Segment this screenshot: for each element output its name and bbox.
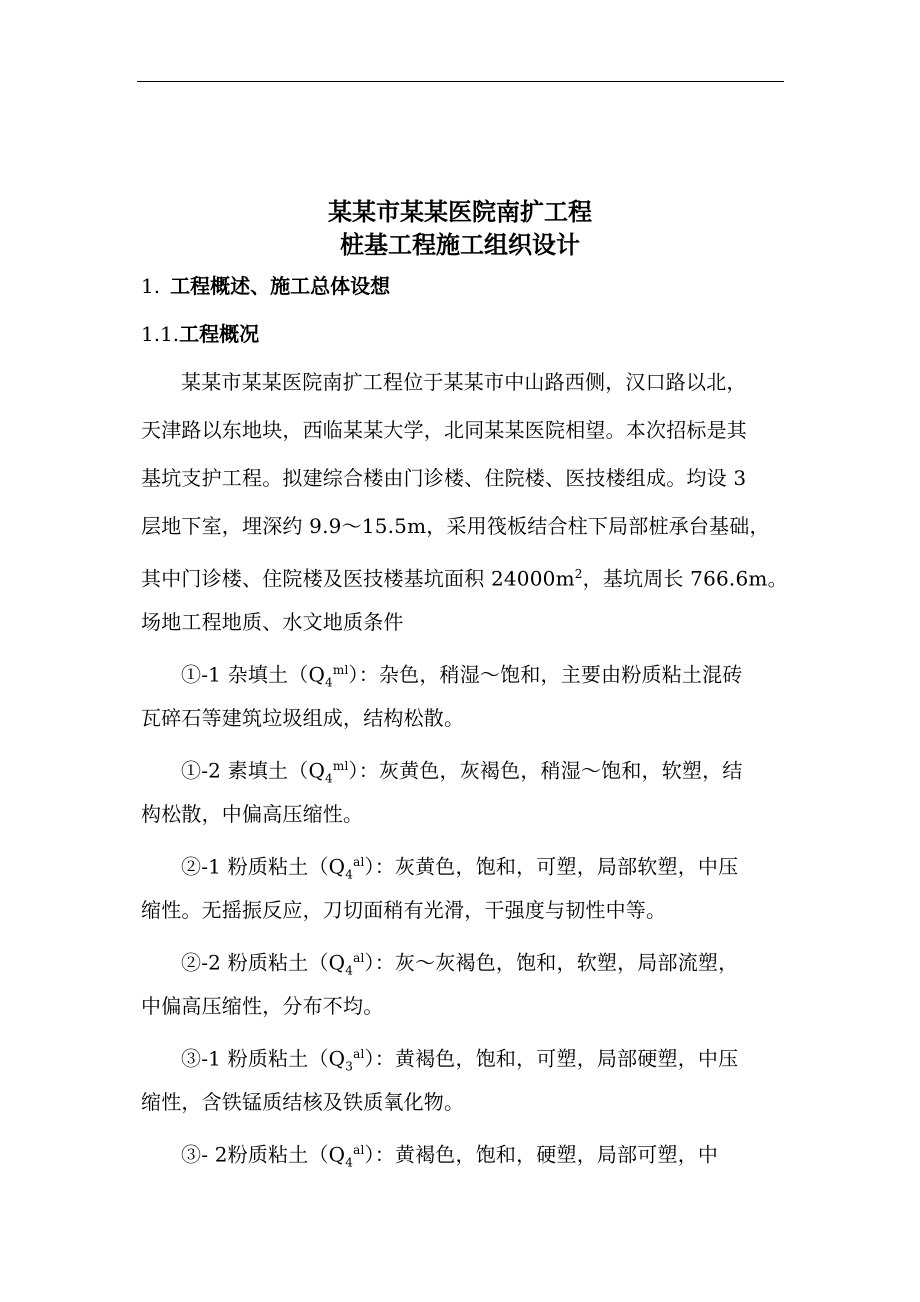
superscript: al (353, 1047, 365, 1061)
soil-prefix: ②-1 粉质粘土（Q (181, 854, 346, 879)
superscript: 2 (574, 567, 583, 581)
overview-text: 其中门诊楼、住院楼及医技楼基坑面积 24000m (141, 566, 575, 591)
subscript: 4 (345, 1155, 354, 1170)
soil-layer-line (181, 752, 743, 793)
overview-line: 天津路以东地块，西临某某大学，北同某某医院相望。本次招标是其 (141, 418, 747, 442)
subscript: 3 (345, 1059, 354, 1074)
subscript: 4 (325, 771, 333, 786)
soil-layer-line: 构松散，中偏高压缩性。 (141, 802, 364, 826)
superscript: ml (332, 663, 349, 677)
soil-layer-line: 缩性，含铁锰质结核及铁质氧化物。 (141, 1090, 465, 1114)
soil-desc: ）：黄褐色，饱和，硬塑，局部可塑，中 (364, 1142, 719, 1167)
section-1-number: 1. (141, 274, 161, 298)
section-1-heading (141, 272, 390, 300)
soil-layer-line (181, 1136, 718, 1177)
soil-layer-line (181, 656, 743, 697)
soil-prefix: ②-2 粉质粘土（Q (181, 950, 346, 975)
soil-desc: ）：灰黄色，灰褐色，稍湿～饱和，软塑，结 (348, 758, 743, 783)
doc-title-line1: 某某市某某医院南扩工程 (328, 198, 592, 226)
superscript: ml (332, 759, 349, 773)
soil-desc: ）：黄褐色，饱和，可塑，局部硬塑，中压 (364, 1046, 739, 1071)
subscript: 4 (345, 867, 354, 882)
soil-layer-line (181, 1040, 738, 1081)
superscript: al (353, 1143, 365, 1157)
subscript: 4 (345, 963, 354, 978)
overview-line (141, 560, 788, 593)
soil-prefix: ③- 2粉质粘土（Q (181, 1142, 346, 1167)
overview-line: 层地下室，埋深约 9.9～15.5m，采用筏板结合柱下局部桩承台基础， (141, 514, 770, 538)
superscript: al (353, 855, 365, 869)
section-1-1-heading (141, 320, 259, 348)
section-1-1-title: 工程概况 (179, 322, 260, 346)
soil-layer-line: 中偏高压缩性，分布不均。 (141, 994, 384, 1018)
section-1-title: 工程概述、施工总体设想 (170, 274, 391, 298)
soil-layer-line (181, 944, 738, 985)
soil-desc: ）：灰～灰褐色，饱和，软塑，局部流塑， (364, 950, 739, 975)
subscript: 4 (325, 675, 333, 690)
overview-text: ，基坑周长 766.6m。 (582, 566, 788, 591)
soil-prefix: ③-1 粉质粘土（Q (181, 1046, 346, 1071)
header-rule (137, 81, 784, 82)
soil-prefix: ①-1 杂填土（Q (181, 662, 326, 687)
soil-desc: ）：灰黄色，饱和，可塑，局部软塑，中压 (364, 854, 739, 879)
overview-line: 某某市某某医院南扩工程位于某某市中山路西侧，汉口路以北， (181, 370, 747, 394)
soil-layer-line (181, 848, 738, 889)
superscript: al (353, 951, 365, 965)
section-1-1-number: 1.1. (141, 322, 180, 346)
overview-line: 基坑支护工程。拟建综合楼由门诊楼、住院楼、医技楼组成。均设 3 (141, 466, 747, 490)
soil-layer-line: 瓦碎石等建筑垃圾组成，结构松散。 (141, 706, 465, 730)
overview-line: 场地工程地质、水文地质条件 (141, 610, 404, 634)
soil-desc: ）：杂色，稍湿～饱和，主要由粉质粘土混砖 (348, 662, 743, 687)
soil-layer-line: 缩性。无摇振反应，刀切面稍有光滑，干强度与韧性中等。 (141, 898, 667, 922)
doc-title-line2: 桩基工程施工组织设计 (340, 231, 580, 259)
soil-prefix: ①-2 素填土（Q (181, 758, 326, 783)
